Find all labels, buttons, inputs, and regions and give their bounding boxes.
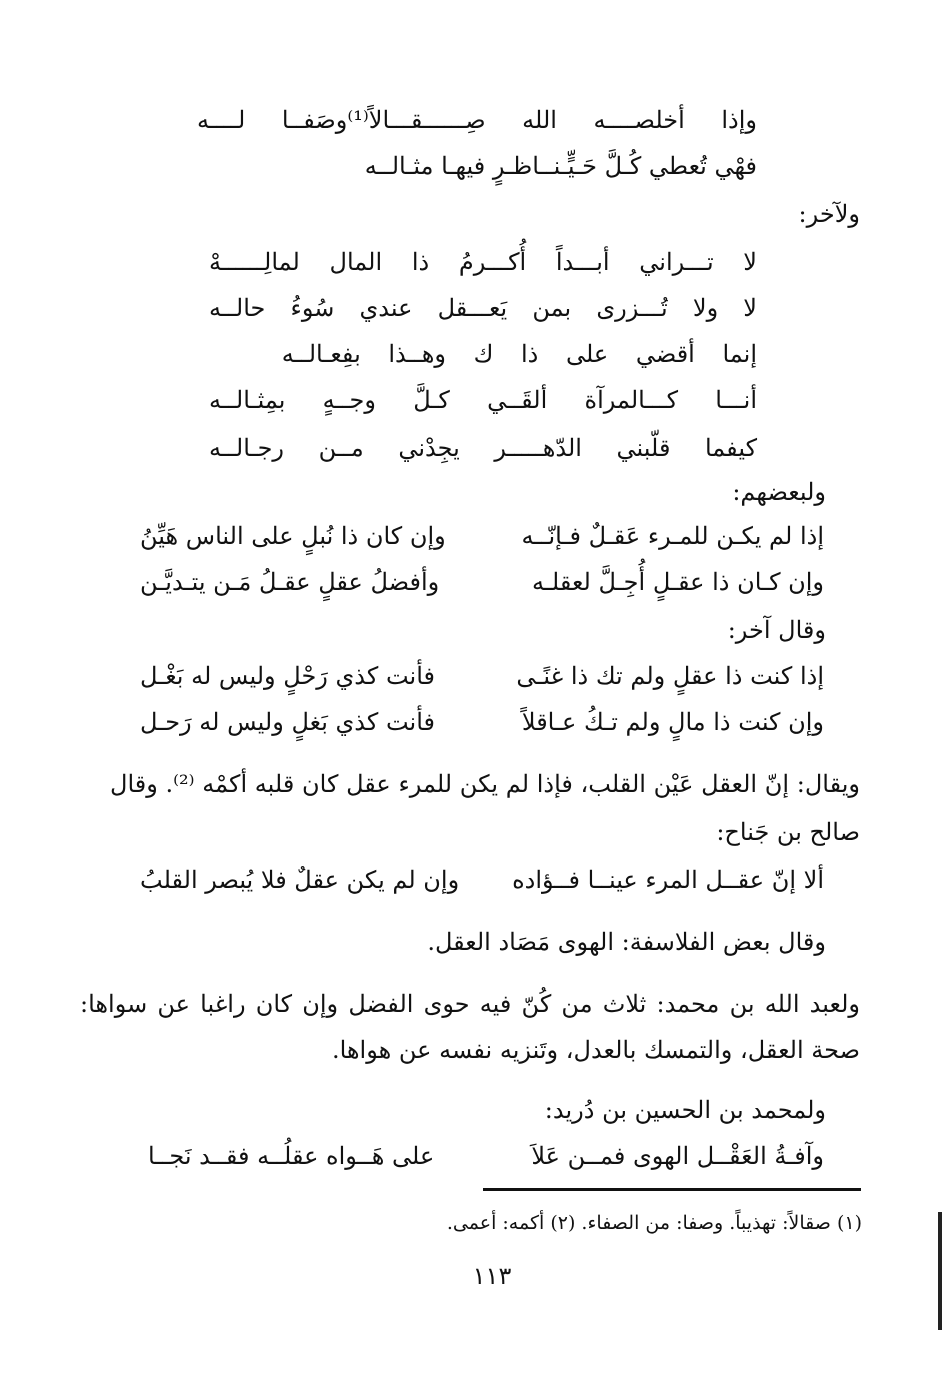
footnote: (١) صقالاً: تهذيباً. وصفا: من الصفاء. (٢) أكمه: أعمى. — [446, 1212, 862, 1234]
poem3-verse-2-left: وأفضلُ عقلٍ عقـلُ مَـن يتـديَّـن — [140, 568, 440, 596]
poem5-verse-1-right: ألا إنّ عقــل المرء عينــا فــؤاده — [512, 866, 824, 894]
footnote-separator — [483, 1188, 861, 1191]
poem4-verse-1-left: فأنت كذي رَحْلٍ وليس له بَغْـل — [140, 662, 435, 690]
poem2-line-2: لا ولا تُـــزرى بمن يَعـــقل عندي سُوءُ حالــه — [209, 294, 757, 322]
page-number: ١١٣ — [472, 1262, 512, 1290]
heading-durayd: ولمحمد بن الحسين بن دُريد: — [544, 1096, 826, 1124]
heading-other-2: وقال آخر: — [727, 616, 826, 644]
scan-edge-mark — [938, 1212, 942, 1330]
poem6-verse-1-right: وآفـةُ العَقْــل الهوى فمــن عَلاَ — [531, 1142, 824, 1170]
poem2-line-5: كيفما قلّبني الدّهـــــر يجِدْني مــن رجـالــه — [209, 434, 757, 462]
prose2-line: وقال بعض الفلاسفة: الهوى مَصَاد العقل. — [427, 928, 826, 956]
prose1-line-1: ويقال: إنّ العقل عَيْن القلب، فإذا لم يكن للمرء عقل كان قلبه أكمْه ⁽²⁾. وقال — [110, 770, 860, 798]
poem3-verse-1-right: إذا لم يكـن للمـرء عَقـلٌ فـإنّــه — [521, 522, 824, 550]
heading-other-1: ولآخر: — [798, 200, 860, 228]
poem4-verse-1-right: إذا كنت ذا عقلٍ ولم تك ذا غنًـى — [516, 662, 824, 690]
heading-some: ولبعضهم: — [732, 478, 826, 506]
poem2-line-4: أنـــا كـــالمرآة ألقَــي كـلَّ وجــهٍ بمِثـالــه — [209, 386, 757, 414]
poem1-line-1: وإذا أخلصــــه الله صِــــــقـــالاً⁽¹⁾وصَفــا لــــه — [197, 106, 757, 134]
poem2-line-1: لا تـــراني أبـــداً أُكـــرمُ ذا المال لمالِــــــهْ — [209, 248, 757, 276]
poem3-verse-1-left: وإن كان ذا نُبلٍ على الناس هَيِّنُ — [140, 522, 446, 550]
prose3-line-1: ولعبد الله بن محمد: ثلاث من كُنّ فيه حوى الفضل وإن كان راغبا عن سواها: — [80, 990, 860, 1018]
poem5-verse-1-left: وإن لم يكن عقلٌ فلا يُبصر القلبُ — [140, 866, 460, 894]
poem4-verse-2-right: وإن كنت ذا مالٍ ولم تـكُ عـاقلاً — [521, 708, 824, 736]
poem6-verse-1-left: على هَــواه عقلُــه فقــد نَجــا — [148, 1142, 435, 1170]
prose1-line-2: صالح بن جَناح: — [716, 818, 860, 846]
poem2-line-3: إنما أقضي على ذا ك وهــذا بفِعـالــه — [281, 340, 757, 368]
poem4-verse-2-left: فأنت كذي بَغلٍ وليس له رَحـل — [140, 708, 435, 736]
prose3-line-2: صحة العقل، والتمسك بالعدل، وتَنزيه نفسه عن هواها. — [331, 1036, 860, 1064]
poem1-line-2: فهْي تُعطي كُـلَّ حَـيٍّـنــاظـرٍ فيهـا مثـالــه — [364, 152, 757, 180]
poem3-verse-2-right: وإن كـان ذا عقـلٍ أُجِـلَّ لعقلـه — [531, 568, 824, 596]
